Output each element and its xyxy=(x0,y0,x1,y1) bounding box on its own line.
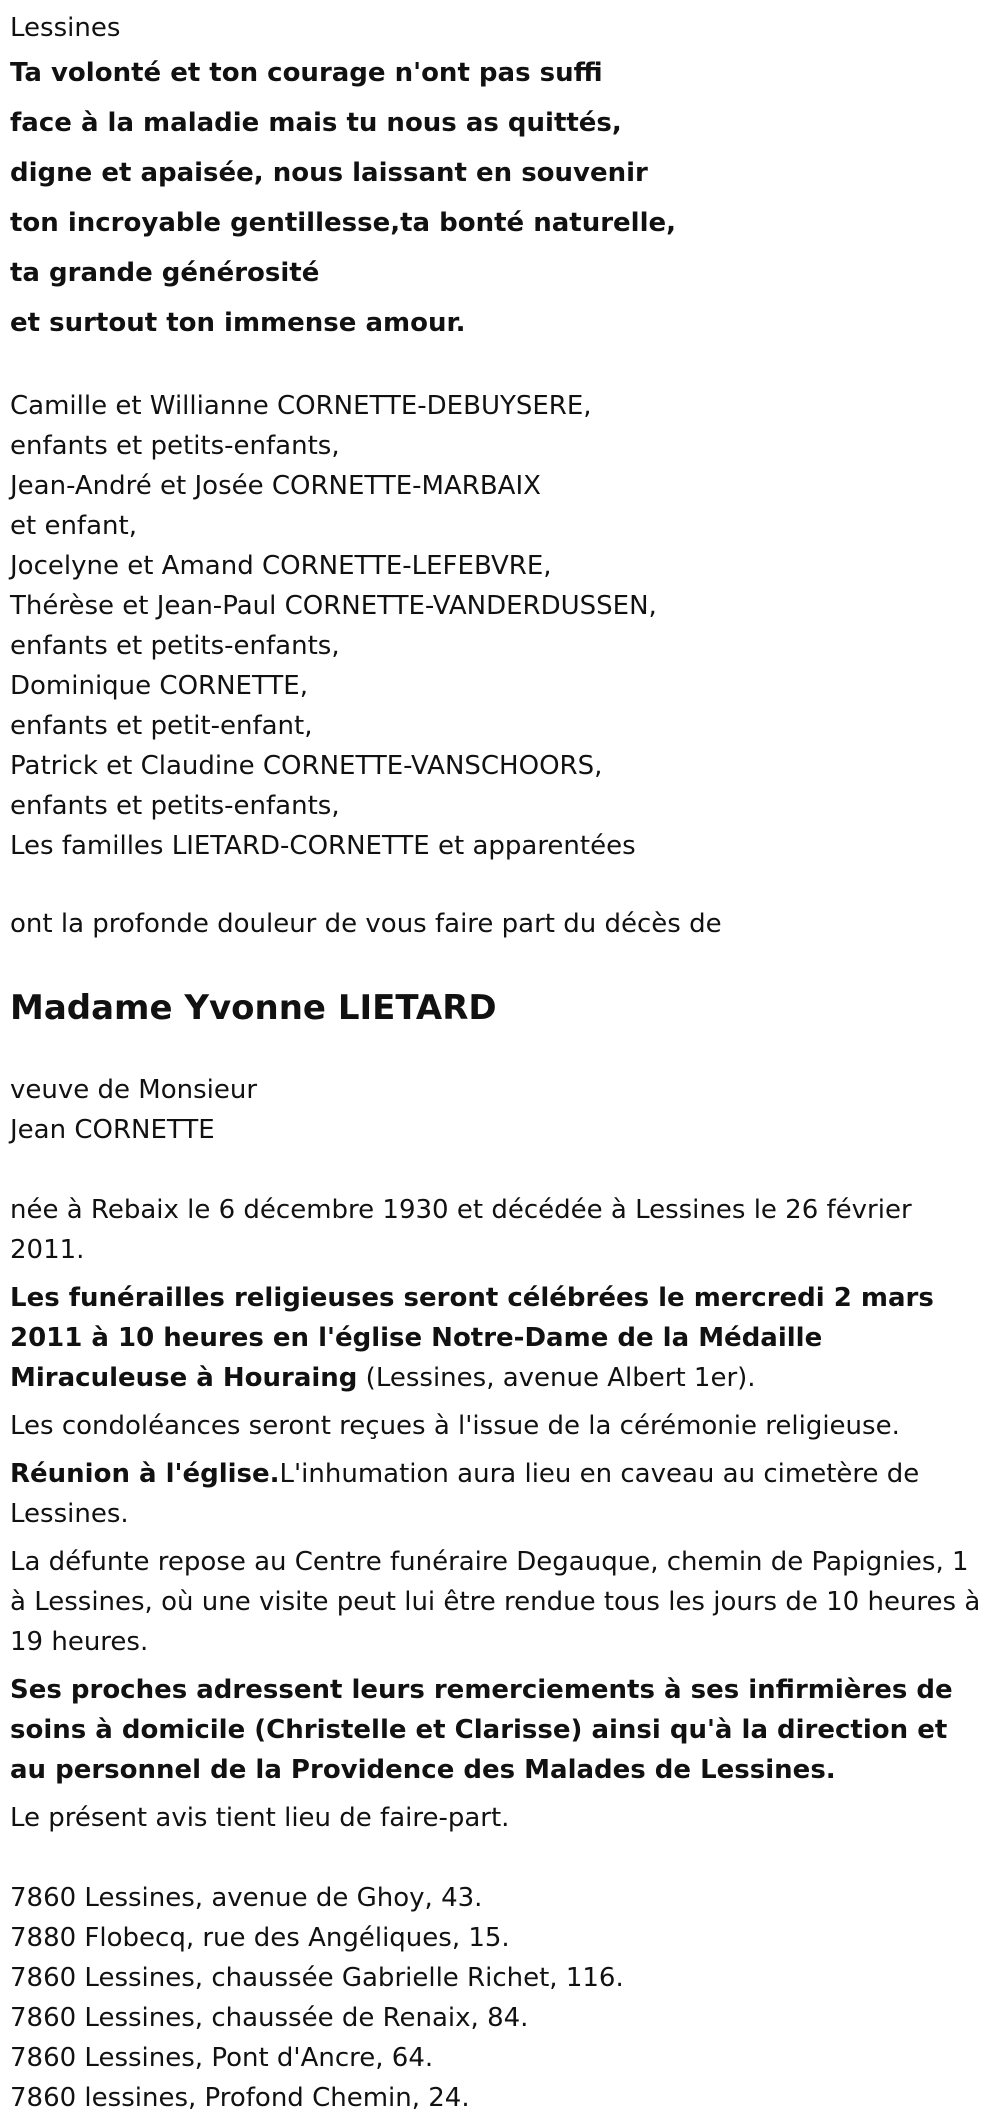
announcement: ont la profonde douleur de vous faire part du décès de xyxy=(10,909,722,939)
repose-info: La défunte repose au Centre funéraire Degauque, chemin de Papignies, 1 à Lessines, où une visite peut lui être rendue tous les jours de 10 heures à 19 heures. xyxy=(10,1547,981,1657)
poem-line: face à la maladie mais tu nous as quittés, xyxy=(10,108,622,138)
poem-line: ton incroyable gentillesse,ta bonté naturelle, xyxy=(10,208,676,238)
poem-line: et surtout ton immense amour. xyxy=(10,308,466,338)
address-line: 7860 Lessines, chaussée de Renaix, 84. xyxy=(10,2003,529,2033)
reunion-info-rest: L'inhumation aura lieu en caveau au cimetère de Lessines. xyxy=(10,1459,920,1529)
deceased-name: Madame Yvonne LIETARD xyxy=(10,988,497,1028)
family-list xyxy=(10,386,990,866)
family-line: enfants et petits-enfants, xyxy=(10,791,340,821)
reunion-info-bold: Réunion à l'église. xyxy=(10,1459,280,1489)
spouse-line: veuve de Monsieur xyxy=(10,1075,258,1105)
city-header: Lessines xyxy=(10,13,121,43)
family-line: enfants et petits-enfants, xyxy=(10,431,340,461)
condolences-info: Les condoléances seront reçues à l'issue de la cérémonie religieuse. xyxy=(10,1411,900,1441)
family-line: enfants et petit-enfant, xyxy=(10,711,313,741)
address-line: 7880 Flobecq, rue des Angéliques, 15. xyxy=(10,1923,510,1953)
thanks-info xyxy=(10,1670,990,1790)
address-line: 7860 lessines, Profond Chemin, 24. xyxy=(10,2083,470,2113)
funeral-info-bold: Les funérailles religieuses seront célébrées le mercredi 2 mars 2011 à 10 heures en l'église Notre-Dame de la Médaille Miraculeuse à Houraing xyxy=(10,1283,934,1393)
address-line: 7860 Lessines, avenue de Ghoy, 43. xyxy=(10,1883,483,1913)
spouse-info xyxy=(10,1070,990,1150)
family-line: Dominique CORNETTE, xyxy=(10,671,308,701)
family-line: Jocelyne et Amand CORNETTE-LEFEBVRE, xyxy=(10,551,552,581)
funeral-info xyxy=(10,1278,990,1398)
reunion-info xyxy=(10,1454,990,1534)
address-line: 7860 Lessines, Pont d'Ancre, 64. xyxy=(10,2043,434,2073)
details-section xyxy=(10,1190,990,1838)
family-line: et enfant, xyxy=(10,511,137,541)
address-line: 7860 Lessines, chaussée Gabrielle Richet, 116. xyxy=(10,1963,624,1993)
spouse-line: Jean CORNETTE xyxy=(10,1115,215,1145)
notice-info: Le présent avis tient lieu de faire-part. xyxy=(10,1803,510,1833)
address-list xyxy=(10,1878,990,2118)
family-line: Patrick et Claudine CORNETTE-VANSCHOORS, xyxy=(10,751,603,781)
family-line: Camille et Willianne CORNETTE-DEBUYSERE, xyxy=(10,391,592,421)
birth-death-info: née à Rebaix le 6 décembre 1930 et décédée à Lessines le 26 février 2011. xyxy=(10,1195,912,1265)
thanks-info-bold: Ses proches adressent leurs remerciements à ses infirmières de soins à domicile (Christelle et Clarisse) ainsi qu'à la direction et au personnel de la Providence des Malades de Lessines. xyxy=(10,1675,953,1785)
poem xyxy=(10,48,990,348)
poem-line: ta grande générosité xyxy=(10,258,320,288)
family-line: enfants et petits-enfants, xyxy=(10,631,340,661)
poem-line: Ta volonté et ton courage n'ont pas suffi xyxy=(10,58,603,88)
family-line: Jean-André et Josée CORNETTE-MARBAIX xyxy=(10,471,541,501)
poem-line: digne et apaisée, nous laissant en souvenir xyxy=(10,158,648,188)
family-line: Les familles LIETARD-CORNETTE et apparentées xyxy=(10,831,636,861)
family-line: Thérèse et Jean-Paul CORNETTE-VANDERDUSSEN, xyxy=(10,591,657,621)
funeral-info-rest: (Lessines, avenue Albert 1er). xyxy=(357,1363,756,1393)
